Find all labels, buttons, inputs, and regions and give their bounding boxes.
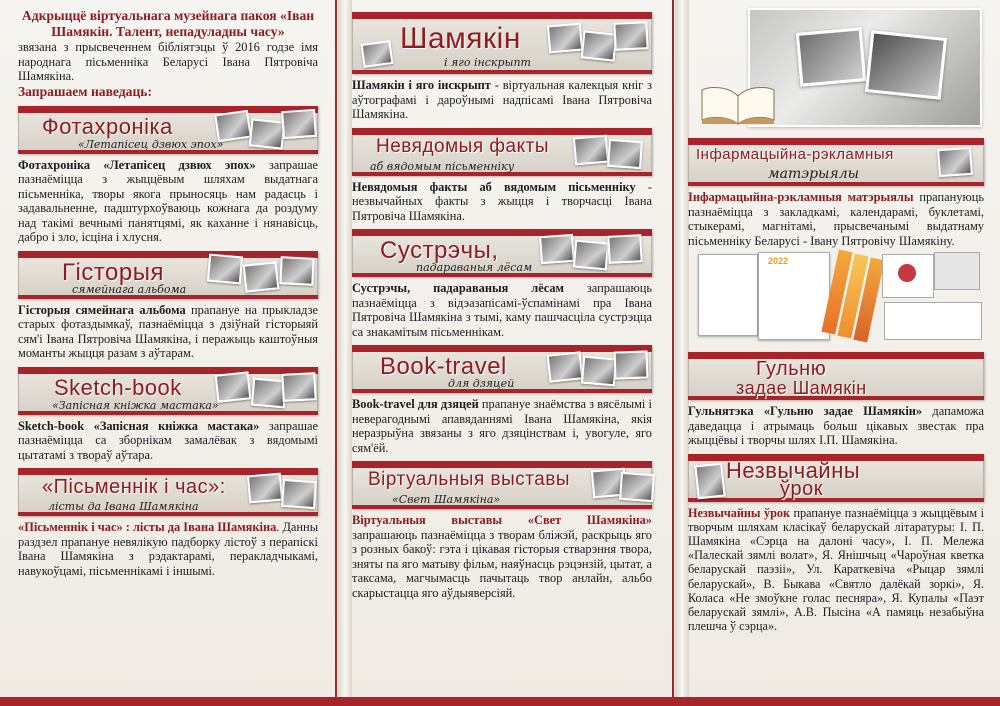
column-divider-line xyxy=(335,0,337,697)
intro-title: Адкрыццё віртуальнага музейнага пакоя «Іван Шамякін. Талент, непадуладны часу» xyxy=(21,8,315,39)
banner-subtitle: матэрыялы xyxy=(768,166,860,182)
section-lead: Шамякін і яго інскрыпт xyxy=(352,78,491,92)
banner-title: Гульню xyxy=(756,358,827,380)
banner-title: Фотахроніка xyxy=(42,113,173,139)
banner-fotakhronika[interactable] xyxy=(18,106,318,154)
section-body: - незвычайных факты з жыцця і творчасці Івана Пятровіча Шамякіна. xyxy=(352,179,652,223)
banner-title: Sketch-book xyxy=(54,374,182,400)
section-lead: Незвычайны ўрок xyxy=(688,505,790,520)
banner-title: Незвычайны xyxy=(726,457,861,483)
banner-subtitle: «Запісная кніжка мастака» xyxy=(52,398,219,412)
banner-sketch-book[interactable] xyxy=(18,367,318,415)
section-body: прапануюць пазнаёміцца з закладкамі, календарамі, буклетамі, стыкерамі, магнітамі, прысвечанымі выдатнаму пісьменніку Беларусі - Івану Пятровічу Шамякіну. xyxy=(688,190,984,248)
section-text-sketch-book xyxy=(18,419,318,463)
section-text-facts xyxy=(352,180,652,224)
section-body: прапануе знаёмства з вясёлымі і неверагоднымі апавяданнямі Івана Шамякіна, якія неразрыўна звязаны з яго дзяцінствам і, увогуле, яго сям'ёй. xyxy=(352,397,652,455)
banner-title: Book-travel xyxy=(380,353,507,380)
banner-subtitle: «Свет Шамякіна» xyxy=(392,493,501,506)
banner-info-materials[interactable] xyxy=(688,138,984,186)
section-text-book-travel xyxy=(352,397,652,455)
section-text-historyja xyxy=(18,303,318,361)
section-lead: Сустрэчы, падараваныя лёсам xyxy=(352,281,564,295)
banner-title: «Пісьменнік і час»: xyxy=(42,476,226,498)
banner-title: Невядомыя факты xyxy=(376,135,549,157)
section-text-lesson xyxy=(688,506,984,634)
banner-shamiakin[interactable] xyxy=(352,12,652,74)
banner-meetings[interactable] xyxy=(352,229,652,277)
section-text-pismennik xyxy=(18,520,318,578)
section-lead: Інфармацыйна-рэкламныя матэрыялы xyxy=(688,190,914,204)
banner-subtitle: сямейнага альбома xyxy=(72,282,187,296)
column-middle xyxy=(352,0,652,600)
section-lead: Фотахроніка «Летапісец дзвюх эпох» xyxy=(18,157,256,172)
section-lead: Невядомыя факты аб вядомым пісьменніку xyxy=(352,179,636,194)
banner-subtitle: лісты да Івана Шамякіна xyxy=(48,500,199,513)
section-body: запрашаюць пазнаёміцца з відэазапісамі-ўспамінамі пра Івана Пятровіча Шамякіна з тымі, каму пашчасціла сустрэцца са знакамітым пісьменнікам. xyxy=(352,281,652,339)
banner-subtitle: падараваныя лёсам xyxy=(416,261,533,274)
banner-exhibitions[interactable] xyxy=(352,461,652,509)
section-body: запрашае пазнаёміцца са зборнікам замалёвак з вядомымі цытатамі з твораў аўтара. xyxy=(18,418,318,462)
banner-lesson[interactable] xyxy=(688,454,984,502)
section-body: - віртуальная калекцыя кніг з аўтографамі і дароўнымі надпісамі Івана Пятровіча Шамякіна. xyxy=(352,78,652,121)
bottom-accent-bar xyxy=(0,697,1000,706)
banner-title: Сустрэчы, xyxy=(380,237,499,264)
banner-book-travel[interactable] xyxy=(352,345,652,393)
section-body: запрашаюць пазнаёміцца з творам бліжэй, раскрыць яго з розных бакоў: гэта і цікавая гісторыя стварэння твора, зняты па яго матыву фільм, наяўнасць рэцэнзій, цытат, а таксама, магчымасць пачытаць твор анлайн, альбо скарыстацца яго аўдыяверсіяй. xyxy=(352,527,652,600)
banner-subtitle: «Летапісец дзвюх эпох» xyxy=(78,137,224,151)
section-body: запрашае пазнаёміцца з жыццёвым шляхам выдатнага пісьменніка, творы якога прыносяць нам радасць і задавальненне, падштурхоўваюць кожнага да роздуму над такімі вечнымі панятцямі, як каханне і нянавісць, дабро і зло, ісціна і хлусня. xyxy=(18,157,318,244)
banner-game[interactable] xyxy=(688,352,984,400)
column-right xyxy=(688,0,984,633)
banner-subtitle: для дзяцей xyxy=(448,377,515,390)
section-lead: Гісторыя сямейнага альбома xyxy=(18,302,186,317)
banner-facts[interactable] xyxy=(352,128,652,176)
section-body: дапаможа даведацца і атрымаць больш цікавых звестак пра жыццёвы і творчы шлях І.П. Шамякіна. xyxy=(688,404,984,447)
section-text-game xyxy=(688,404,984,448)
section-lead: Book-travel для дзяцей xyxy=(352,397,479,411)
banner-title: Інфармацыйна-рэкламныя xyxy=(696,146,894,163)
promo-materials-image xyxy=(688,250,984,346)
section-lead: «Пісьменнік і час» : лісты да Івана Шамякіна xyxy=(18,520,277,534)
section-text-fotakhronika xyxy=(18,158,318,245)
section-body: прапануе пазнаёміцца з жыццёвым і творчым шляхам класікаў беларускай літаратуры: І. П. Шамякіна «Сэрца на далоні часу», І. П. Мележа «Палескай зямлі волат», Я. Янішчыц «Чароўная кветка беларускай паэзіі», Ул. Караткевіча «Рыцар зямлі беларускай», В. Быкава «Святло далёкай зоркі», Я. Коласа «Не змоўкне голас песняра», Я. Купалы «Паэт беларускай зямлі», А.В. Пысіна «А памяць незабыўна плешча ў сэрца». xyxy=(688,505,984,634)
column-fold xyxy=(675,0,689,697)
calendar-year: 2022 xyxy=(768,256,789,266)
intro-text: звязана з прысвеченнем бібліятэцы ў 2016 годзе імя народнага пісьменніка Беларусі Івана Пятровіча Шамякіна. xyxy=(18,40,318,83)
photo-collage xyxy=(688,0,984,132)
invite-heading: Запрашаем наведаць: xyxy=(18,83,152,99)
section-text-meetings xyxy=(352,281,652,339)
section-text-exhibitions xyxy=(352,513,652,600)
section-body: . Данны раздзел прапануе невялікую падборку лістоў з перапіскі Івана Шамякіна з рэдактарамі, перакладчыкамі, навукоўцамі, пісьменнікамі і іншымі. xyxy=(18,520,319,578)
open-book-icon xyxy=(698,78,778,128)
section-lead: Віртуальныя выставы «Свет Шамякіна» xyxy=(352,513,652,527)
banner-title-line2: ўрок xyxy=(780,477,823,500)
banner-title: Віртуальныя выставы xyxy=(368,469,571,490)
section-text-info-materials xyxy=(688,190,984,248)
banner-pismennik[interactable] xyxy=(18,468,318,516)
section-lead: Sketch-book «Запісная кніжка мастака» xyxy=(18,418,260,433)
banner-subtitle: аб вядомым пісьменніку xyxy=(370,159,515,173)
banner-title-line2: задае Шамякін xyxy=(736,378,867,398)
column-divider-line xyxy=(672,0,674,697)
banner-title: Шамякін xyxy=(400,22,521,55)
banner-title: Гісторыя xyxy=(62,258,164,286)
banner-subtitle: і яго інскрыпт xyxy=(444,56,531,69)
column-fold xyxy=(338,0,352,697)
banner-historyja[interactable] xyxy=(18,251,318,299)
section-body: прапануе на прыкладзе старых фотаздымкаў, пазнаёміцца з дзіўнай гісторыяй сям'і Івана Пятровіча Шамякіна, і перажыць каштоўныя моманты жыцця разам з аўтарам. xyxy=(18,302,318,360)
section-text-shamiakin xyxy=(352,78,652,122)
column-left xyxy=(18,0,318,578)
section-lead: Гульнятэка «Гульню задае Шамякін» xyxy=(688,404,923,418)
